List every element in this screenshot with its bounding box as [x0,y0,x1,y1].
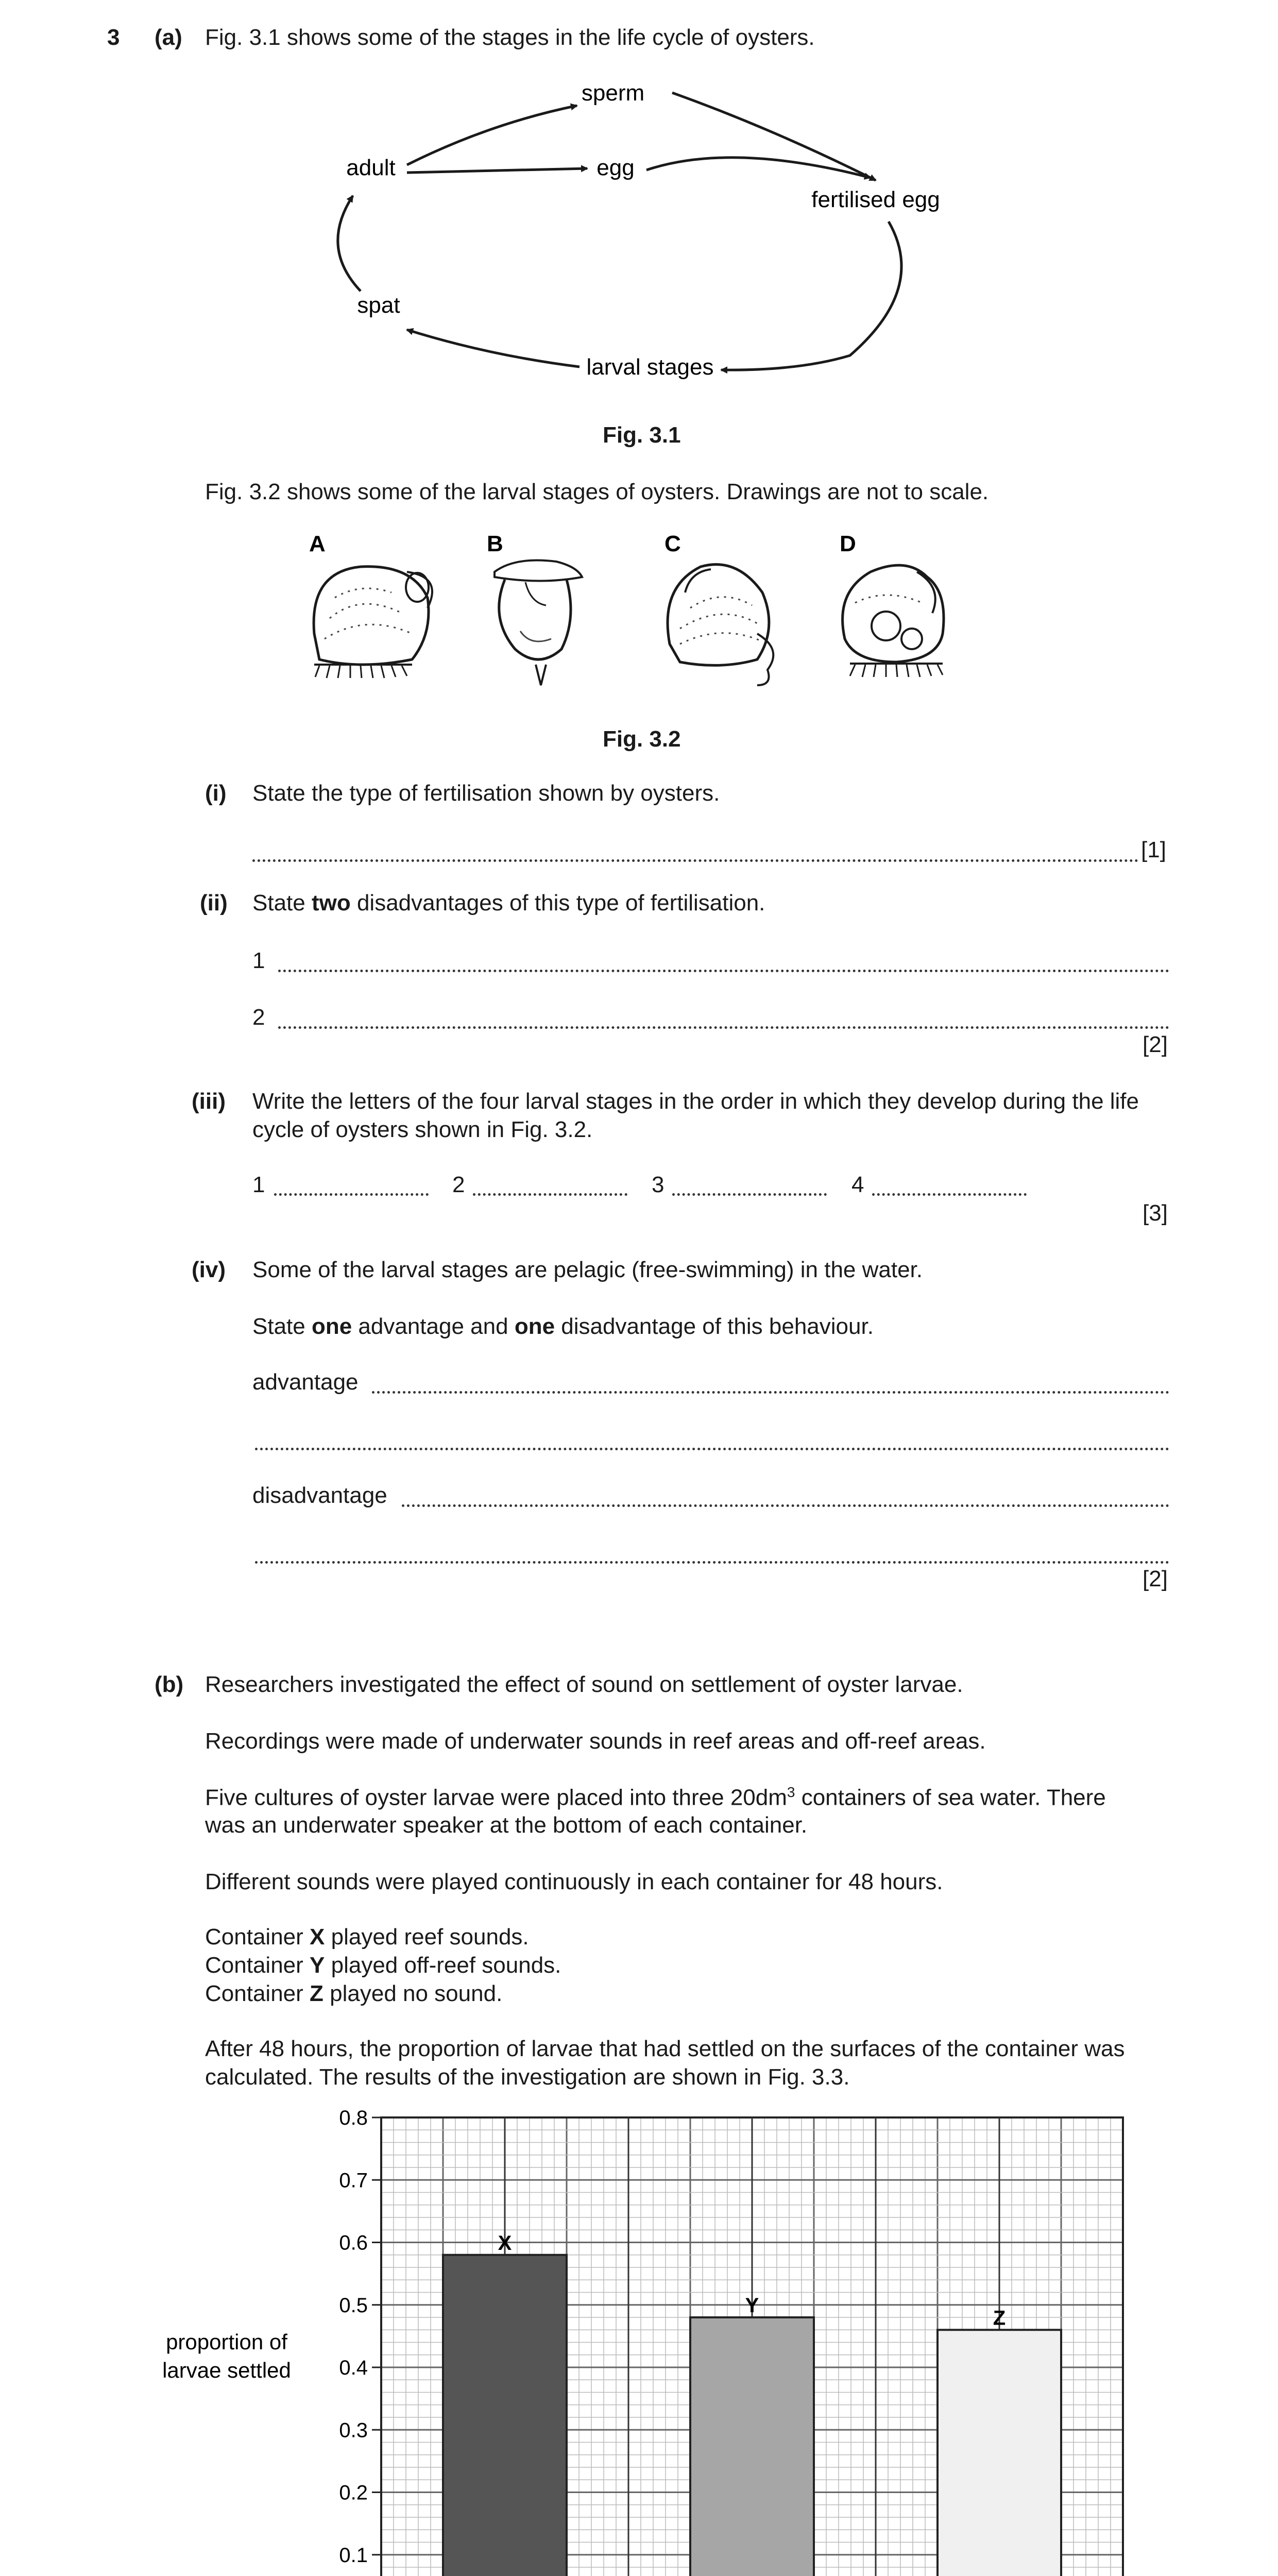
a-iv-advantage-line-2[interactable] [255,1448,1169,1450]
arrow-spat-adult [338,196,361,291]
y-tick-label: 0.8 [339,2107,368,2129]
larva-a-drawing [314,567,432,678]
fig-3-2-intro: Fig. 3.2 shows some of the larval stages of oysters. Drawings are not to scale. [205,479,989,504]
cycle-egg: egg [597,155,635,180]
a-ii-line-2-number: 2 [252,1005,265,1030]
fig-3-2-caption: Fig. 3.2 [603,726,681,752]
arrow-adult-sperm [407,106,577,165]
bar-y [690,2317,814,2576]
a-ii-marks: [2] [1143,1032,1168,1057]
y-tick-label: 0.3 [339,2419,368,2442]
chart-ylabel-line-2: larvae settled [162,2358,291,2382]
cycle-fertilised-egg: fertilised egg [811,187,940,212]
cycle-spat: spat [357,293,400,318]
a-iii-text-line-1: Write the letters of the four larval stages in the order in which they develop during the life [252,1089,1139,1114]
a-iv-marks: [2] [1143,1566,1168,1591]
a-ii-answer-line-2[interactable] [278,1026,1169,1029]
arrow-larval-spat [407,330,580,367]
cycle-sperm: sperm [581,80,645,106]
y-tick-label: 0.6 [339,2231,368,2255]
a-iv-text: Some of the larval stages are pelagic (free-swimming) in the water. [252,1257,923,1282]
part-b-p5-line-1: After 48 hours, the proportion of larvae that had settled on the surfaces of the container was [205,2036,1125,2061]
a-iv-label: (iv) [192,1257,226,1282]
part-b-p3-line-2: was an underwater speaker at the bottom of each container. [205,1812,808,1838]
a-ii-label: (ii) [200,890,228,916]
arrow-sperm-fertilised [672,93,876,180]
part-b-p2: Recordings were made of underwater sounds in reef areas and off-reef areas. [205,1728,986,1754]
larva-d-drawing [843,565,944,677]
a-iv-disadvantage-line-1[interactable] [402,1504,1169,1507]
bar-label-z: Z [993,2307,1006,2330]
part-a-label: (a) [155,25,182,50]
part-a-intro: Fig. 3.1 shows some of the stages in the life cycle of oysters. [205,25,815,50]
bar-z [938,2330,1061,2576]
a-iv-disadvantage-line-2[interactable] [255,1561,1169,1564]
a-iv-disadvantage-label: disadvantage [252,1483,387,1508]
a-iii-n4: 4 [851,1172,864,1197]
bar-label-x: X [498,2231,512,2255]
a-iii-answer-2[interactable] [473,1193,627,1196]
bar-x [443,2255,567,2576]
a-iv-state: State one advantage and one disadvantage of this behaviour. [252,1314,874,1339]
cycle-larval-stages: larval stages [586,354,714,380]
a-iii-answer-1[interactable] [274,1193,429,1196]
a-iv-advantage-line-1[interactable] [372,1391,1169,1394]
y-tick-label: 0.5 [339,2294,368,2317]
a-iv-advantage-label: advantage [252,1369,359,1395]
a-iii-marks: [3] [1143,1200,1168,1226]
settlement-bar-chart [0,2102,1278,2576]
larva-label-d: D [840,531,856,556]
a-i-text: State the type of fertilisation shown by oysters. [252,781,720,806]
a-i-label: (i) [205,781,227,806]
a-ii-line-1-number: 1 [252,948,265,973]
part-b-label: (b) [155,1672,184,1697]
larva-b-drawing [495,561,582,686]
a-i-marks: [1] [1141,837,1166,862]
question-number: 3 [107,25,120,50]
larva-c-drawing [668,565,773,685]
chart-ylabel-line-1: proportion of [166,2330,287,2354]
container-x-text: Container X played reef sounds. [205,1924,529,1950]
part-b-p1: Researchers investigated the effect of sound on settlement of oyster larvae. [205,1672,963,1697]
a-iii-n3: 3 [652,1172,664,1197]
bar-label-y: Y [745,2294,759,2317]
arrow-fertilised-larval [721,222,901,370]
part-b-p4: Different sounds were played continuously in each container for 48 hours. [205,1869,943,1894]
part-b-p5-line-2: calculated. The results of the investigation are shown in Fig. 3.3. [205,2064,850,2090]
part-b-p3-line-1: Five cultures of oyster larvae were placed into three $20dm^3$ containers of sea water. There [205,1784,1106,1810]
a-iii-text-line-2: cycle of oysters shown in Fig. 3.2. [252,1117,593,1142]
a-iii-n2: 2 [452,1172,465,1197]
larval-stages-drawings [0,515,1278,711]
a-iii-n1: 1 [252,1172,265,1197]
a-iii-label: (iii) [192,1089,226,1114]
arrow-adult-egg [407,168,587,173]
a-i-answer-line[interactable] [252,859,1138,862]
container-y-text: Container Y played off-reef sounds. [205,1953,561,1978]
larva-label-a: A [309,531,326,556]
a-iii-answer-4[interactable] [872,1193,1027,1196]
life-cycle-diagram [0,0,1278,392]
chart-y-ticks [339,2107,381,2576]
larva-label-c: C [664,531,681,556]
y-tick-label: 0.4 [339,2357,368,2379]
container-z-text: Container Z played no sound. [205,1981,503,2006]
cycle-adult: adult [346,155,396,180]
a-ii-answer-line-1[interactable] [278,970,1169,972]
y-tick-label: 0.2 [339,2481,368,2504]
a-iii-answer-3[interactable] [672,1193,827,1196]
a-ii-text: State two disadvantages of this type of fertilisation. [252,890,765,916]
chart-bars [443,2117,1061,2576]
larva-label-b: B [487,531,503,556]
y-tick-label: 0.1 [339,2544,368,2567]
fig-3-1-caption: Fig. 3.1 [603,422,681,448]
y-tick-label: 0.7 [339,2169,368,2192]
